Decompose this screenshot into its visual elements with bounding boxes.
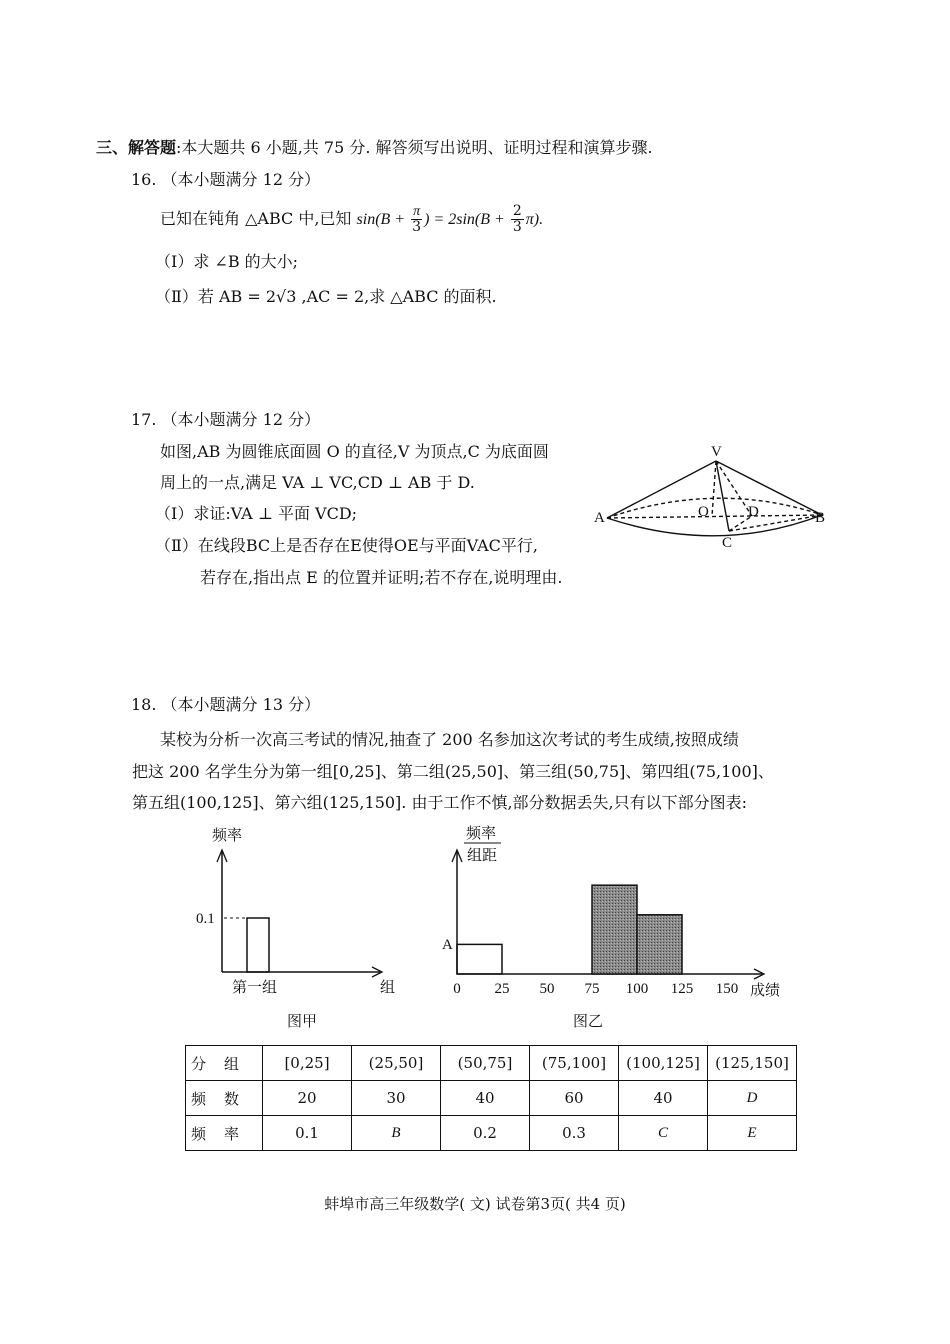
- x-tick-label: 50: [539, 981, 555, 997]
- table-cell: 0.3: [530, 1116, 619, 1151]
- x-tick-label: 125: [670, 981, 694, 997]
- table-cell: [0,25]: [263, 1046, 352, 1081]
- table-cell: D: [708, 1081, 797, 1116]
- bar: [247, 918, 269, 972]
- label-v: V: [711, 444, 722, 460]
- label-d: D: [748, 504, 759, 520]
- table-cell: 30: [352, 1081, 441, 1116]
- q18-line1: 某校为分析一次高三考试的情况,抽查了 200 名参加这次考试的考生成绩,按照成绩: [160, 730, 739, 749]
- x-axis-label: 组: [380, 980, 396, 996]
- row-header: 频率: [186, 1116, 263, 1151]
- table-cell: C: [619, 1116, 708, 1151]
- frac-numerator: 2: [512, 203, 522, 219]
- x-axis-label: 成绩: [750, 983, 781, 999]
- x-tick-label: 0: [453, 981, 461, 997]
- table-cell: 60: [530, 1081, 619, 1116]
- histogram-bar: [637, 915, 682, 974]
- row-header: 频数: [186, 1081, 263, 1116]
- table-cell: (125,150]: [708, 1046, 797, 1081]
- chart-jia: [196, 827, 395, 1030]
- q18-line2: 把这 200 名学生分为第一组[0,25]、第二组(25,50]、第三组(50,75]、第四组(75,100]、: [132, 762, 774, 781]
- label-c: C: [722, 535, 733, 551]
- chart-title: 图甲: [287, 1014, 318, 1030]
- eq-part: π).: [525, 211, 544, 228]
- q17-number: 17.: [131, 410, 157, 429]
- q17-line1: 如图,AB 为圆锥底面圆 O 的直径,V 为顶点,C 为底面圆: [160, 442, 549, 461]
- chart-title: 图乙: [573, 1014, 604, 1030]
- height-vo: [712, 461, 716, 516]
- edge-vb: [716, 461, 822, 515]
- cone-base-front-arc: [607, 515, 822, 536]
- q18-number: 18.: [131, 695, 157, 714]
- frac-denominator: 3: [512, 219, 522, 235]
- table-cell: (75,100]: [530, 1046, 619, 1081]
- y-axis-label-numerator: 频率: [466, 826, 497, 842]
- q17-points: （本小题满分 12 分）: [161, 410, 321, 429]
- table-cell: 0.2: [441, 1116, 530, 1151]
- x-tick-label: 第一组: [232, 980, 278, 996]
- page-footer: 蚌埠市高三年级数学( 文) 试卷第3页( 共4 页): [324, 1195, 626, 1213]
- table-cell: B: [352, 1116, 441, 1151]
- diameter-ab: [607, 515, 822, 518]
- q16-part2: （Ⅱ）若 AB = 2√3 ,AC = 2,求 △ABC 的面积.: [155, 287, 497, 306]
- eq-part: sin(B +: [356, 211, 410, 228]
- table-cell: 0.1: [263, 1116, 352, 1151]
- q16-stem-text: 已知在钝角 △ABC 中,已知: [160, 209, 357, 228]
- cone-figure: [607, 461, 822, 536]
- x-tick-label: 75: [584, 981, 600, 997]
- histogram-bar: [592, 885, 637, 974]
- q16-number: 16.: [131, 170, 157, 189]
- histogram-bar: [457, 944, 502, 974]
- q16-part1: （Ⅰ）求 ∠B 的大小;: [155, 252, 299, 271]
- chart-yi: [442, 825, 780, 1030]
- y-axis-label-denominator: 组距: [467, 848, 498, 864]
- x-tick-label: 25: [494, 981, 510, 997]
- table-cell: 40: [619, 1081, 708, 1116]
- table-cell: (25,50]: [352, 1046, 441, 1081]
- q17-line2: 周上的一点,满足 VA ⊥ VC,CD ⊥ AB 于 D.: [160, 473, 475, 492]
- frac-numerator: π: [413, 204, 421, 219]
- table-cell: E: [708, 1116, 797, 1151]
- table-row-rates: [186, 1116, 797, 1151]
- table-row-groups: [186, 1046, 797, 1081]
- edge-vc: [716, 461, 729, 531]
- frac-denominator: 3: [412, 219, 422, 235]
- q17-part1: （Ⅰ）求证:VA ⊥ 平面 VCD;: [155, 504, 358, 523]
- q18-line3: 第五组(100,125]、第六组(125,150]. 由于工作不慎,部分数据丢失,只有以下部分图表:: [132, 793, 748, 812]
- q16-points: （本小题满分 12 分）: [161, 170, 321, 189]
- table-cell: (100,125]: [619, 1046, 708, 1081]
- y-axis-label: 频率: [212, 828, 243, 844]
- eq-part: ) = 2sin(B +: [424, 211, 509, 228]
- row-header: 分组: [186, 1046, 263, 1081]
- q18-points: （本小题满分 13 分）: [161, 695, 321, 714]
- y-tick-label-a: A: [442, 937, 453, 953]
- label-o: O: [698, 504, 709, 520]
- x-tick-label: 100: [625, 981, 649, 997]
- q17-part2: （Ⅱ）在线段BC上是否存在E使得OE与平面VAC平行,: [155, 536, 539, 555]
- table-row-counts: [186, 1081, 797, 1116]
- frequency-table: [185, 1045, 797, 1151]
- table-cell: 20: [263, 1081, 352, 1116]
- table-cell: 40: [441, 1081, 530, 1116]
- section-instructions: :本大题共 6 小题,共 75 分. 解答须写出说明、证明过程和演算步骤.: [176, 138, 653, 157]
- label-a: A: [594, 510, 605, 526]
- q17-part2-cont: 若存在,指出点 E 的位置并证明;若不存在,说明理由.: [200, 568, 563, 587]
- x-tick-label: 150: [715, 981, 739, 997]
- section-title: 三、解答题: [96, 138, 177, 157]
- label-b: B: [815, 510, 826, 526]
- table-cell: (50,75]: [441, 1046, 530, 1081]
- y-tick-label: 0.1: [196, 911, 215, 927]
